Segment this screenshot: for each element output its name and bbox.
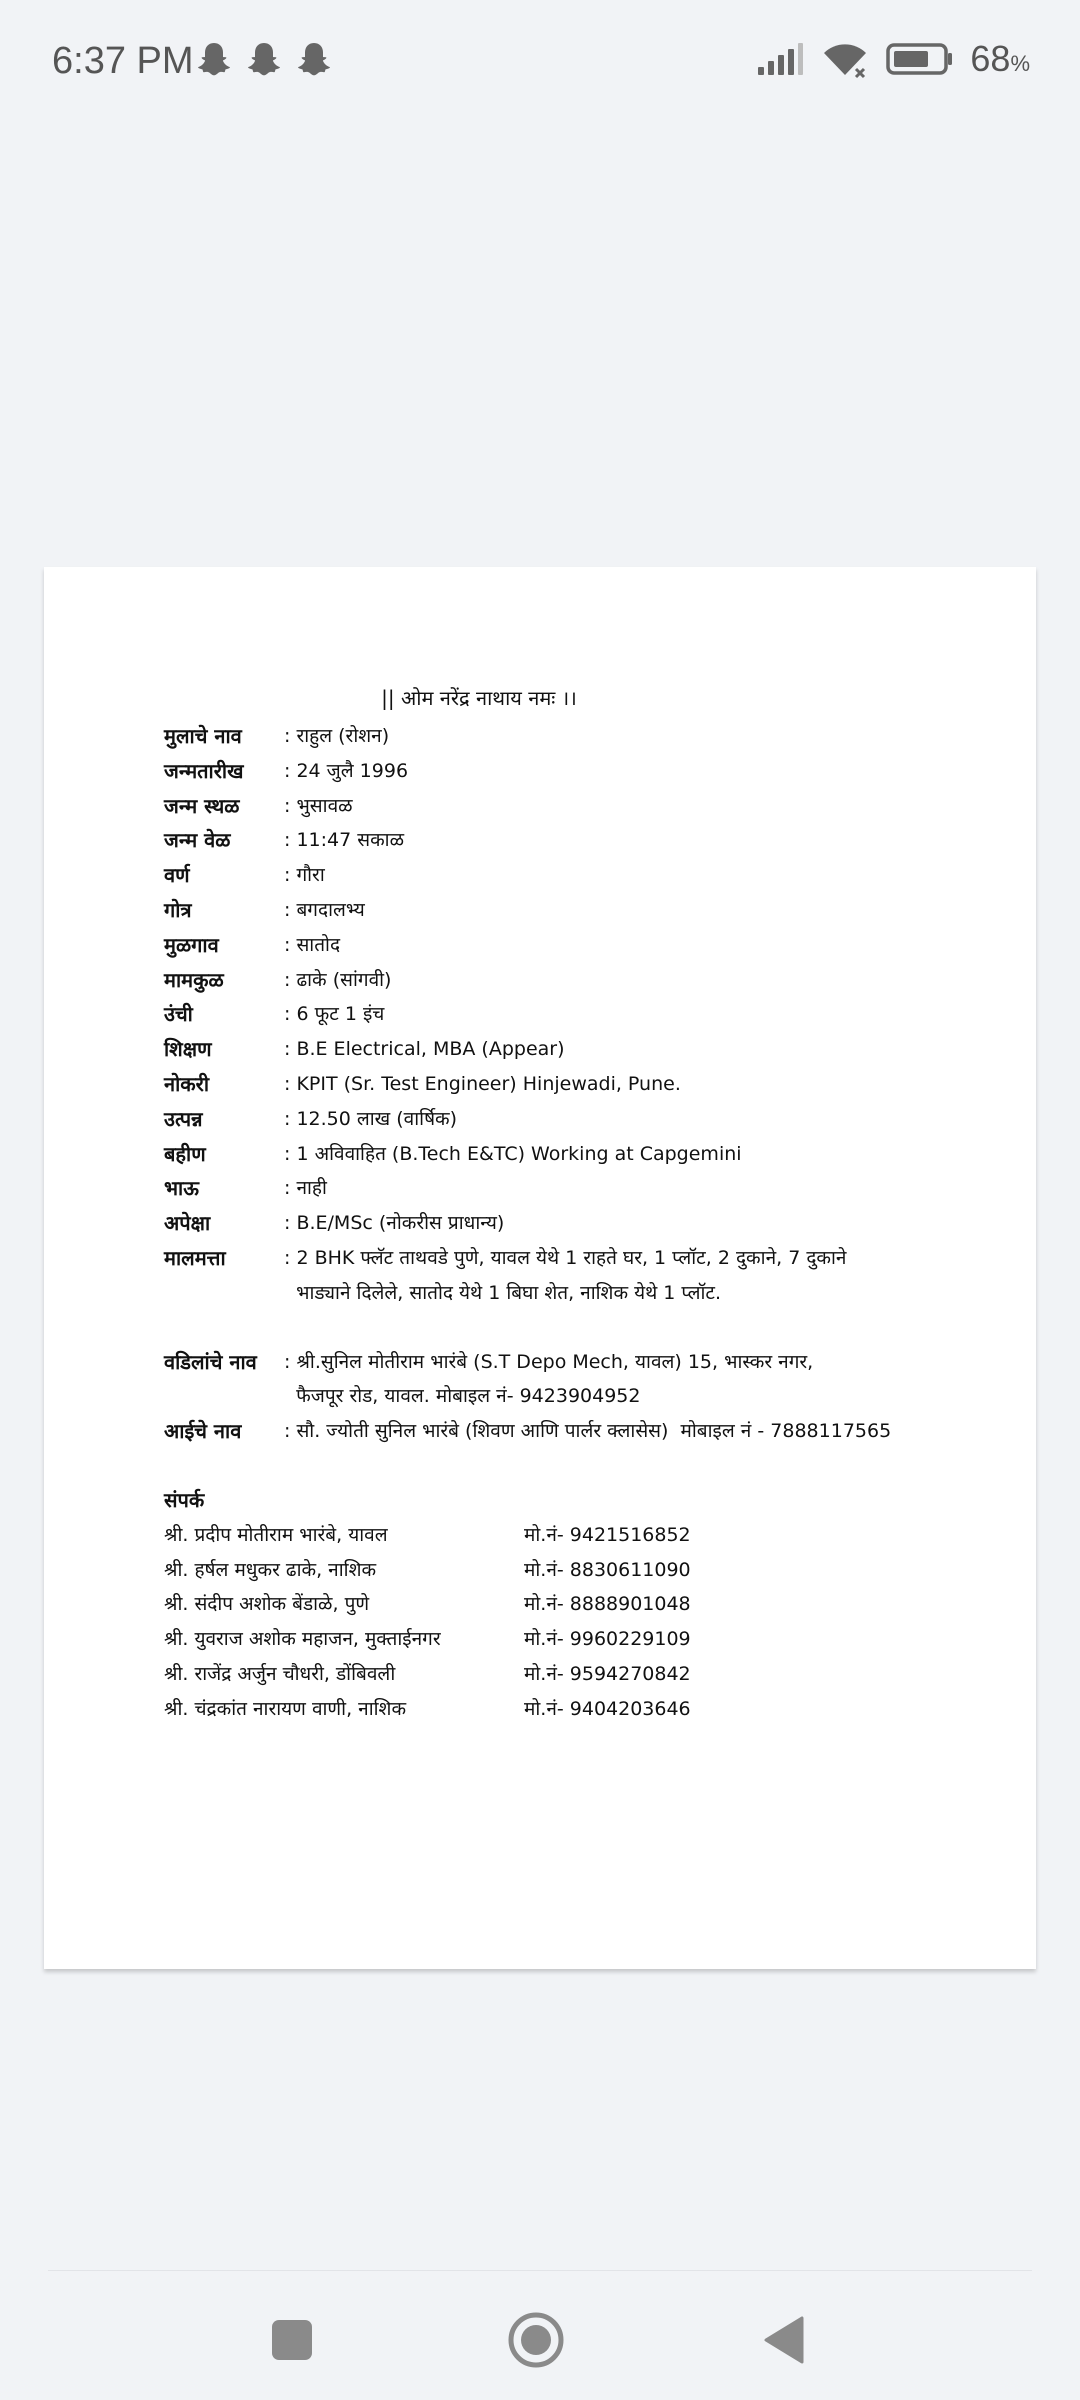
contact-name: श्री. राजेंद्र अर्जुन चौधरी, डोंबिवली (164, 1662, 396, 1685)
contact-name: श्री. हर्षल मधुकर ढाके, नाशिक (164, 1558, 377, 1581)
contact-phone: मो.नं- 9421516852 (524, 1523, 691, 1546)
detail-value: : भुसावळ (284, 794, 353, 817)
signal-icon (756, 41, 804, 77)
detail-value: : नाही (284, 1177, 327, 1200)
detail-value: : राहुल (रोशन) (284, 725, 390, 747)
nav-divider (48, 2270, 1032, 2271)
detail-label: मुलाचे नाव (164, 724, 242, 748)
detail-label: नोकरी (164, 1071, 209, 1096)
document-page[interactable] (44, 567, 1036, 1969)
snapchat-icon (196, 40, 232, 80)
status-bar (0, 0, 1080, 120)
detail-row (164, 789, 954, 824)
back-button[interactable] (752, 2308, 816, 2372)
parent-row (164, 1414, 954, 1449)
detail-value: : बगदालभ्य (284, 898, 365, 921)
detail-label: वर्ण (164, 863, 190, 888)
detail-value: : KPIT (Sr. Test Engineer) Hinjewadi, Pune. (284, 1072, 681, 1095)
parent-label: वडिलांचे नाव (164, 1349, 257, 1374)
contact-phone: मो.नं- 9960229109 (524, 1628, 691, 1651)
contact-row (164, 1518, 954, 1553)
contact-phone: मो.नं- 9404203646 (524, 1697, 691, 1720)
document-invocation: || ओम नरेंद्र नाथाय नमः ।। (381, 686, 577, 710)
detail-label: जन्म वेळ (164, 828, 231, 853)
detail-row (164, 1241, 954, 1311)
detail-row (164, 928, 954, 963)
detail-value: : 1 अविवाहित (B.Tech E&TC) Working at Capgemini (284, 1142, 742, 1165)
detail-label: उत्पन्न (164, 1106, 203, 1131)
detail-label: बहीण (164, 1141, 206, 1166)
parent-value: : सौ. ज्योती सुनिल भारंबे (शिवण आणि पार्लर क्लासेस) मोबाइल नं - 7888117565 (284, 1420, 892, 1443)
battery-icon (886, 42, 954, 76)
detail-label: भाऊ (164, 1176, 199, 1201)
detail-value: : B.E Electrical, MBA (Appear) (284, 1038, 565, 1061)
snapchat-icon (296, 40, 332, 80)
navigation-bar (0, 2272, 1080, 2400)
detail-value: : 2 BHK फ्लॅट ताथवडे पुणे, यावल येथे 1 राहते घर, 1 प्लॉट, 2 दुकाने, 7 दुकाने भाड्याने दिलेले, सातोद येथे 1 बिघा शेत, नाशिक येथे 1 प्लॉट. (284, 1246, 847, 1304)
detail-value: : गौरा (284, 864, 325, 887)
contact-name: श्री. संदीप अशोक बेंडाळे, पुणे (164, 1593, 370, 1616)
biodata-details (164, 719, 954, 1727)
wifi-icon (820, 39, 870, 79)
snapchat-icon (246, 40, 282, 80)
status-time: 6:37 PM (52, 40, 194, 82)
home-circle-icon (506, 2310, 566, 2370)
detail-row (164, 963, 954, 998)
detail-row (164, 1137, 954, 1172)
contact-phone: मो.नं- 8888901048 (524, 1593, 691, 1616)
detail-label: अपेक्षा (164, 1211, 211, 1236)
battery-percent: 68% (970, 38, 1030, 79)
section-spacer (164, 1449, 954, 1483)
contact-row (164, 1622, 954, 1657)
detail-label: उंची (164, 1002, 193, 1027)
detail-row (164, 719, 954, 754)
detail-row (164, 893, 954, 928)
contact-name: श्री. चंद्रकांत नारायण वाणी, नाशिक (164, 1697, 407, 1720)
detail-row (164, 823, 954, 858)
detail-label: मामकुळ (164, 967, 224, 992)
contact-phone: मो.नं- 8830611090 (524, 1558, 691, 1581)
detail-value: : ढाके (सांगवी) (284, 968, 392, 991)
recents-button[interactable] (260, 2308, 324, 2372)
contact-row (164, 1657, 954, 1692)
detail-value: : B.E/MSc (नोकरीस प्राधान्य) (284, 1212, 505, 1235)
contact-name: श्री. युवराज अशोक महाजन, मुक्ताईनगर (164, 1628, 441, 1651)
detail-label: मुळगाव (164, 932, 219, 957)
contact-row (164, 1587, 954, 1622)
contact-row (164, 1692, 954, 1727)
detail-row (164, 1206, 954, 1241)
detail-value: : सातोद (284, 933, 341, 956)
detail-label: शिक्षण (164, 1037, 212, 1062)
detail-value: : 24 जुलै 1996 (284, 759, 409, 782)
detail-row (164, 1102, 954, 1137)
detail-label: गोत्र (164, 897, 192, 922)
detail-row (164, 1171, 954, 1206)
detail-row (164, 858, 954, 893)
detail-value: : 12.50 लाख (वार्षिक) (284, 1107, 458, 1130)
parent-row (164, 1345, 954, 1415)
detail-label: जन्मतारीख (164, 758, 244, 783)
contacts-heading: संपर्क (164, 1487, 205, 1512)
contact-name: श्री. प्रदीप मोतीराम भारंबे, यावल (164, 1523, 388, 1546)
parent-value: : श्री.सुनिल मोतीराम भारंबे (S.T Depo Mech, यावल) 15, भास्कर नगर, फैजपूर रोड, यावल. मोबाइल नं- 9423904952 (284, 1350, 814, 1408)
detail-value: : 6 फूट 1 इंच (284, 1003, 385, 1026)
notification-icons (196, 40, 332, 80)
back-triangle-icon (762, 2315, 806, 2365)
section-spacer (164, 1311, 954, 1345)
detail-row (164, 1032, 954, 1067)
contact-phone: मो.नं- 9594270842 (524, 1662, 691, 1685)
detail-row (164, 754, 954, 789)
detail-label: जन्म स्थळ (164, 793, 240, 818)
home-button[interactable] (504, 2308, 568, 2372)
contact-row (164, 1553, 954, 1588)
detail-row (164, 997, 954, 1032)
status-indicators (756, 38, 1030, 80)
recents-square-icon (270, 2318, 314, 2362)
detail-row (164, 1067, 954, 1102)
detail-label: मालमत्ता (164, 1245, 226, 1270)
detail-value: : 11:47 सकाळ (284, 829, 405, 852)
parent-label: आईचे नाव (164, 1419, 242, 1444)
